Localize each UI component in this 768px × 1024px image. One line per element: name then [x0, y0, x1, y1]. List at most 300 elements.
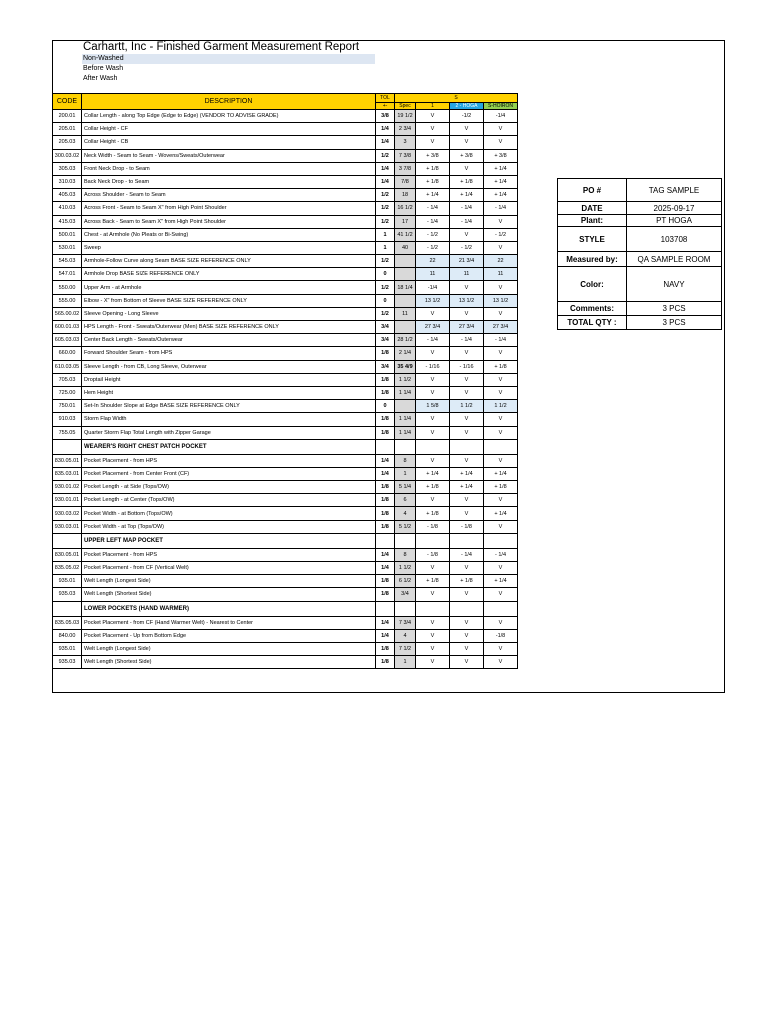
sample-3-cell: 11 — [484, 268, 518, 281]
header-code: CODE — [53, 94, 82, 110]
tol-cell: 1/8 — [376, 426, 395, 439]
spec-cell — [395, 255, 416, 268]
sample-1-cell: + 1/8 — [416, 507, 450, 520]
spec-cell: 19 1/2 — [395, 110, 416, 123]
description-cell: Collar Height - CB — [82, 136, 376, 149]
code-cell: 205.01 — [53, 123, 82, 136]
spec-cell: 11 — [395, 307, 416, 320]
sample-2-cell: V — [450, 656, 484, 669]
tol-cell: 1/2 — [376, 189, 395, 202]
sample-1-cell: + 3/8 — [416, 149, 450, 162]
sample-3-cell: - 1/4 — [484, 202, 518, 215]
tol-cell: 0 — [376, 400, 395, 413]
tol-cell — [376, 439, 395, 454]
tol-cell: 1/4 — [376, 175, 395, 188]
description-cell: Across Front - Seam to Seam X" from High Point Shoulder — [82, 202, 376, 215]
spec-cell: 18 1/4 — [395, 281, 416, 294]
sample-1-cell: + 1/8 — [416, 575, 450, 588]
tol-cell: 0 — [376, 294, 395, 307]
sample-1-cell: 27 3/4 — [416, 321, 450, 334]
description-cell: Welt Length (Longest Side) — [82, 575, 376, 588]
spec-cell: 2 1/4 — [395, 347, 416, 360]
info-label-po: PO # — [558, 179, 627, 202]
section-row — [53, 533, 518, 548]
spec-cell: 17 — [395, 215, 416, 228]
spec-cell: 5 1/2 — [395, 520, 416, 533]
code-cell: 415.03 — [53, 215, 82, 228]
sample-1-cell: V — [416, 347, 450, 360]
sample-3-cell: -1/8 — [484, 629, 518, 642]
table-row — [53, 481, 518, 494]
sample-3-cell: V — [484, 386, 518, 399]
description-cell: Pocket Width - at Top (Tops/OW) — [82, 520, 376, 533]
sample-1-cell: V — [416, 562, 450, 575]
info-value-plant: PT HOGA — [627, 215, 722, 227]
spec-cell: 4 — [395, 507, 416, 520]
info-value-date: 2025-09-17 — [627, 202, 722, 215]
info-row-plant — [558, 215, 722, 227]
tol-cell: 1/8 — [376, 520, 395, 533]
info-value-comm: 3 PCS — [627, 302, 722, 316]
description-cell: Chest - at Armhole (No Pleats or Bi-Swing) — [82, 228, 376, 241]
sample-3-cell: 1 1/2 — [484, 400, 518, 413]
spec-cell: 8 — [395, 548, 416, 561]
tol-cell: 3/4 — [376, 360, 395, 373]
table-row — [53, 241, 518, 254]
sample-3-cell: + 1/4 — [484, 467, 518, 480]
sample-2-cell: - 1/16 — [450, 360, 484, 373]
table-row — [53, 162, 518, 175]
table-row — [53, 520, 518, 533]
sample-1-cell: 1 5/8 — [416, 400, 450, 413]
table-row — [53, 149, 518, 162]
code-cell: 610.03.05 — [53, 360, 82, 373]
sample-3-cell: + 1/4 — [484, 175, 518, 188]
sample-2-cell: - 1/4 — [450, 334, 484, 347]
code-cell: 835.05.03 — [53, 616, 82, 629]
sample-2-cell: + 1/4 — [450, 467, 484, 480]
tol-cell: 1/8 — [376, 656, 395, 669]
header-sample-2: 2 - HOGA — [450, 103, 484, 110]
sample-1-cell: V — [416, 136, 450, 149]
sample-2-cell: 11 — [450, 268, 484, 281]
sample-1-cell — [416, 533, 450, 548]
code-cell: 660.00 — [53, 347, 82, 360]
sample-1-cell: V — [416, 588, 450, 601]
sample-2-cell: V — [450, 588, 484, 601]
description-cell: Pocket Placement - from CF (Vertical Welt) — [82, 562, 376, 575]
description-cell: Across Back - Seam to Seam X" from High Point Shoulder — [82, 215, 376, 228]
table-row — [53, 228, 518, 241]
table-row — [53, 400, 518, 413]
sample-3-cell: + 1/4 — [484, 189, 518, 202]
sample-2-cell: - 1/8 — [450, 520, 484, 533]
spec-cell: 41 1/2 — [395, 228, 416, 241]
sample-3-cell: V — [484, 588, 518, 601]
sample-1-cell: + 1/4 — [416, 189, 450, 202]
sample-1-cell: - 1/4 — [416, 334, 450, 347]
code-cell: 405.03 — [53, 189, 82, 202]
spec-cell: 8 — [395, 454, 416, 467]
table-row — [53, 548, 518, 561]
code-cell: 830.05.01 — [53, 548, 82, 561]
report-title: Carhartt, Inc - Finished Garment Measurement Report — [83, 41, 360, 53]
sample-3-cell: V — [484, 373, 518, 386]
spec-cell: 4 — [395, 629, 416, 642]
sample-2-cell: + 1/8 — [450, 175, 484, 188]
info-label-plant: Plant: — [558, 215, 627, 227]
info-row-color — [558, 267, 722, 302]
info-table — [557, 178, 722, 330]
table-row — [53, 386, 518, 399]
sample-3-cell: V — [484, 347, 518, 360]
sample-2-cell — [450, 533, 484, 548]
tol-cell: 1/4 — [376, 162, 395, 175]
sample-1-cell: - 1/2 — [416, 241, 450, 254]
sample-2-cell: + 1/4 — [450, 481, 484, 494]
tol-cell: 1/4 — [376, 616, 395, 629]
spec-cell: 1 1/2 — [395, 373, 416, 386]
description-cell: Sweep — [82, 241, 376, 254]
code-cell: 200.01 — [53, 110, 82, 123]
tol-cell: 1/8 — [376, 494, 395, 507]
tol-cell: 1/8 — [376, 386, 395, 399]
sample-1-cell: 11 — [416, 268, 450, 281]
tol-cell: 1/2 — [376, 202, 395, 215]
sample-2-cell: V — [450, 136, 484, 149]
description-cell: Pocket Placement - from CF (Hand Warmer Welt) - Nearest to Center — [82, 616, 376, 629]
sample-2-cell: V — [450, 307, 484, 320]
description-cell: UPPER LEFT MAP POCKET — [82, 533, 376, 548]
description-cell: Hem Height — [82, 386, 376, 399]
description-cell: Pocket Placement - from Center Front (CF) — [82, 467, 376, 480]
tol-cell: 1/2 — [376, 149, 395, 162]
spec-cell: 7 3/4 — [395, 616, 416, 629]
table-row — [53, 281, 518, 294]
description-cell: Front Neck Drop - to Seam — [82, 162, 376, 175]
info-value-qty: 3 PCS — [627, 316, 722, 330]
description-cell: WEARER'S RIGHT CHEST PATCH POCKET — [82, 439, 376, 454]
table-row — [53, 426, 518, 439]
table-row — [53, 307, 518, 320]
code-cell: 930.03.01 — [53, 520, 82, 533]
description-cell: Forward Shoulder Seam - from HPS — [82, 347, 376, 360]
sample-3-cell: V — [484, 454, 518, 467]
spec-cell: 3 — [395, 136, 416, 149]
code-cell: 600.01.03 — [53, 321, 82, 334]
table-row — [53, 616, 518, 629]
sample-3-cell: V — [484, 642, 518, 655]
code-cell: 835.05.02 — [53, 562, 82, 575]
code-cell: 545.03 — [53, 255, 82, 268]
spec-cell: 18 — [395, 189, 416, 202]
sample-2-cell: - 1/4 — [450, 548, 484, 561]
tol-cell: 1/4 — [376, 454, 395, 467]
sample-3-cell: V — [484, 520, 518, 533]
sample-2-cell: - 1/4 — [450, 202, 484, 215]
table-row — [53, 136, 518, 149]
wash-option-after-wash[interactable]: After Wash — [83, 75, 118, 82]
sample-1-cell: + 1/8 — [416, 481, 450, 494]
tol-cell: 1/4 — [376, 548, 395, 561]
sample-1-cell: 22 — [416, 255, 450, 268]
sample-2-cell: V — [450, 642, 484, 655]
spec-cell — [395, 400, 416, 413]
sample-1-cell: V — [416, 373, 450, 386]
spec-cell: 7 3/8 — [395, 149, 416, 162]
info-label-date: DATE — [558, 202, 627, 215]
sample-2-cell: V — [450, 386, 484, 399]
tol-cell: 1 — [376, 228, 395, 241]
sample-2-cell: 21 3/4 — [450, 255, 484, 268]
table-row — [53, 413, 518, 426]
sample-3-cell: V — [484, 562, 518, 575]
info-row-date — [558, 202, 722, 215]
sample-2-cell: V — [450, 454, 484, 467]
sample-1-cell: - 1/2 — [416, 228, 450, 241]
spec-cell — [395, 439, 416, 454]
sample-3-cell: V — [484, 413, 518, 426]
spec-cell: 7 1/2 — [395, 642, 416, 655]
code-cell: 550.00 — [53, 281, 82, 294]
sample-1-cell: 13 1/2 — [416, 294, 450, 307]
code-cell — [53, 601, 82, 616]
wash-option-non-washed[interactable]: Non-Washed — [82, 54, 375, 64]
tol-cell: 1/8 — [376, 507, 395, 520]
table-row — [53, 642, 518, 655]
spec-cell — [395, 533, 416, 548]
description-cell: Welt Length (Shortest Side) — [82, 588, 376, 601]
sample-2-cell: V — [450, 281, 484, 294]
sample-3-cell: 13 1/2 — [484, 294, 518, 307]
tol-cell: 1/4 — [376, 123, 395, 136]
sample-3-cell: V — [484, 136, 518, 149]
code-cell: 935.01 — [53, 575, 82, 588]
sample-1-cell — [416, 601, 450, 616]
tol-cell: 1/8 — [376, 481, 395, 494]
sample-1-cell: V — [416, 454, 450, 467]
code-cell: 410.03 — [53, 202, 82, 215]
info-row-po — [558, 179, 722, 202]
sample-2-cell: - 1/2 — [450, 241, 484, 254]
spec-cell: 3 7/8 — [395, 162, 416, 175]
code-cell: 935.03 — [53, 588, 82, 601]
tol-cell: 1/4 — [376, 467, 395, 480]
spec-cell: 1 1/4 — [395, 386, 416, 399]
sample-3-cell: + 1/8 — [484, 360, 518, 373]
table-row — [53, 255, 518, 268]
description-cell: Pocket Length - at Side (Tops/OW) — [82, 481, 376, 494]
spec-cell: 3/4 — [395, 588, 416, 601]
sample-1-cell: V — [416, 386, 450, 399]
code-cell: 935.01 — [53, 642, 82, 655]
sample-1-cell: V — [416, 494, 450, 507]
header-spec: Spec — [395, 103, 416, 110]
sample-2-cell: + 3/8 — [450, 149, 484, 162]
sample-1-cell: + 1/8 — [416, 162, 450, 175]
spec-cell: 5 1/4 — [395, 481, 416, 494]
description-cell: Collar Length - along Top Edge (Edge to Edge) (VENDOR TO ADVISE GRADE) — [82, 110, 376, 123]
description-cell: Droptail Height — [82, 373, 376, 386]
sample-1-cell: + 1/4 — [416, 467, 450, 480]
code-cell: 840.00 — [53, 629, 82, 642]
description-cell: Pocket Placement - from HPS — [82, 454, 376, 467]
description-cell: Elbow - X" from Bottom of Sleeve BASE SIZE REFERENCE ONLY — [82, 294, 376, 307]
table-row — [53, 494, 518, 507]
table-row — [53, 347, 518, 360]
tol-cell: 1/8 — [376, 588, 395, 601]
sample-2-cell: V — [450, 494, 484, 507]
header-size: S — [395, 94, 518, 103]
sample-2-cell: V — [450, 616, 484, 629]
description-cell: Pocket Placement - Up from Bottom Edge — [82, 629, 376, 642]
description-cell: Welt Length (Longest Side) — [82, 642, 376, 655]
sample-2-cell: V — [450, 228, 484, 241]
info-row-style — [558, 227, 722, 252]
sample-3-cell: V — [484, 241, 518, 254]
table-row — [53, 629, 518, 642]
code-cell: 935.03 — [53, 656, 82, 669]
sample-1-cell: V — [416, 413, 450, 426]
sample-2-cell: 1 1/2 — [450, 400, 484, 413]
sample-1-cell: V — [416, 123, 450, 136]
sample-3-cell: 22 — [484, 255, 518, 268]
description-cell: HPS Length - Front - Sweats/Outerwear (Men) BASE SIZE REFERENCE ONLY — [82, 321, 376, 334]
code-cell: 305.03 — [53, 162, 82, 175]
tol-cell: 1/4 — [376, 562, 395, 575]
sample-3-cell: V — [484, 307, 518, 320]
sample-1-cell — [416, 439, 450, 454]
tol-cell: 3/4 — [376, 334, 395, 347]
sample-2-cell: V — [450, 562, 484, 575]
spec-cell: 7/8 — [395, 175, 416, 188]
sample-1-cell: V — [416, 642, 450, 655]
measurement-table — [52, 93, 518, 669]
description-cell: Upper Arm - at Armhole — [82, 281, 376, 294]
table-row — [53, 588, 518, 601]
spec-cell: 16 1/2 — [395, 202, 416, 215]
sample-3-cell: 27 3/4 — [484, 321, 518, 334]
table-row — [53, 110, 518, 123]
info-value-style: 103708 — [627, 227, 722, 252]
info-row-qty — [558, 316, 722, 330]
sample-1-cell: V — [416, 629, 450, 642]
table-row — [53, 294, 518, 307]
spec-cell: 1 — [395, 656, 416, 669]
table-row — [53, 562, 518, 575]
spec-cell: 1 1/4 — [395, 413, 416, 426]
tol-cell: 1/4 — [376, 629, 395, 642]
table-row — [53, 189, 518, 202]
spec-cell — [395, 321, 416, 334]
spec-cell: 1 1/4 — [395, 426, 416, 439]
table-row — [53, 321, 518, 334]
sample-3-cell: V — [484, 494, 518, 507]
sample-1-cell: - 1/16 — [416, 360, 450, 373]
header-tol-sub: +- — [376, 103, 395, 110]
description-cell: Neck Width - Seam to Seam - Wovens/Sweats/Outerwear — [82, 149, 376, 162]
code-cell: 835.03.01 — [53, 467, 82, 480]
sample-2-cell: V — [450, 162, 484, 175]
description-cell: Armhole-Follow Curve along Seam BASE SIZE REFERENCE ONLY — [82, 255, 376, 268]
description-cell: Pocket Width - at Bottom (Tops/OW) — [82, 507, 376, 520]
code-cell: 930.01.02 — [53, 481, 82, 494]
spec-cell — [395, 294, 416, 307]
sample-3-cell: V — [484, 616, 518, 629]
sample-3-cell: V — [484, 656, 518, 669]
code-cell: 555.00 — [53, 294, 82, 307]
sample-3-cell: - 1/2 — [484, 228, 518, 241]
code-cell: 830.05.01 — [53, 454, 82, 467]
spec-cell — [395, 601, 416, 616]
sample-1-cell: - 1/4 — [416, 202, 450, 215]
code-cell: 750.01 — [53, 400, 82, 413]
code-cell: 565.00.02 — [53, 307, 82, 320]
spec-cell: 2 3/4 — [395, 123, 416, 136]
tol-cell: 1/2 — [376, 307, 395, 320]
section-row — [53, 601, 518, 616]
info-row-comm — [558, 302, 722, 316]
sample-2-cell: + 1/4 — [450, 189, 484, 202]
description-cell: Pocket Length - at Center (Tops/OW) — [82, 494, 376, 507]
tol-cell: 1/8 — [376, 373, 395, 386]
sample-1-cell: V — [416, 616, 450, 629]
table-row — [53, 268, 518, 281]
sample-3-cell: V — [484, 281, 518, 294]
description-cell: Sleeve Length - from CB, Long Sleeve, Outerwear — [82, 360, 376, 373]
wash-option-before-wash[interactable]: Before Wash — [83, 65, 124, 72]
info-value-po: TAG SAMPLE — [627, 179, 722, 202]
tol-cell: 1 — [376, 241, 395, 254]
header-sample-3: S-HOIRON — [484, 103, 518, 110]
sample-3-cell — [484, 439, 518, 454]
spec-cell — [395, 268, 416, 281]
info-row-meas — [558, 252, 722, 267]
spec-cell: 6 1/2 — [395, 575, 416, 588]
tol-cell: 0 — [376, 268, 395, 281]
info-label-color: Color: — [558, 267, 627, 302]
table-row — [53, 467, 518, 480]
description-cell: Collar Height - CF — [82, 123, 376, 136]
sample-2-cell: V — [450, 413, 484, 426]
sample-2-cell: V — [450, 507, 484, 520]
description-cell: Storm Flap Width — [82, 413, 376, 426]
tol-cell: 1/8 — [376, 642, 395, 655]
table-row — [53, 123, 518, 136]
code-cell — [53, 533, 82, 548]
spec-cell: 6 — [395, 494, 416, 507]
table-row — [53, 656, 518, 669]
description-cell: Pocket Placement - from HPS — [82, 548, 376, 561]
tol-cell: 1/2 — [376, 255, 395, 268]
sample-2-cell: + 1/8 — [450, 575, 484, 588]
info-label-qty: TOTAL QTY : — [558, 316, 627, 330]
tol-cell: 3/8 — [376, 110, 395, 123]
tol-cell — [376, 533, 395, 548]
header-sample-1: 1 — [416, 103, 450, 110]
sample-1-cell: V — [416, 307, 450, 320]
sample-1-cell: - 1/4 — [416, 215, 450, 228]
code-cell: 910.03 — [53, 413, 82, 426]
tol-cell: 1/4 — [376, 136, 395, 149]
sample-2-cell: 13 1/2 — [450, 294, 484, 307]
sample-1-cell: - 1/8 — [416, 548, 450, 561]
sample-1-cell: V — [416, 110, 450, 123]
code-cell: 755.05 — [53, 426, 82, 439]
sample-2-cell: - 1/4 — [450, 215, 484, 228]
code-cell: 530.01 — [53, 241, 82, 254]
info-value-meas: QA SAMPLE ROOM — [627, 252, 722, 267]
